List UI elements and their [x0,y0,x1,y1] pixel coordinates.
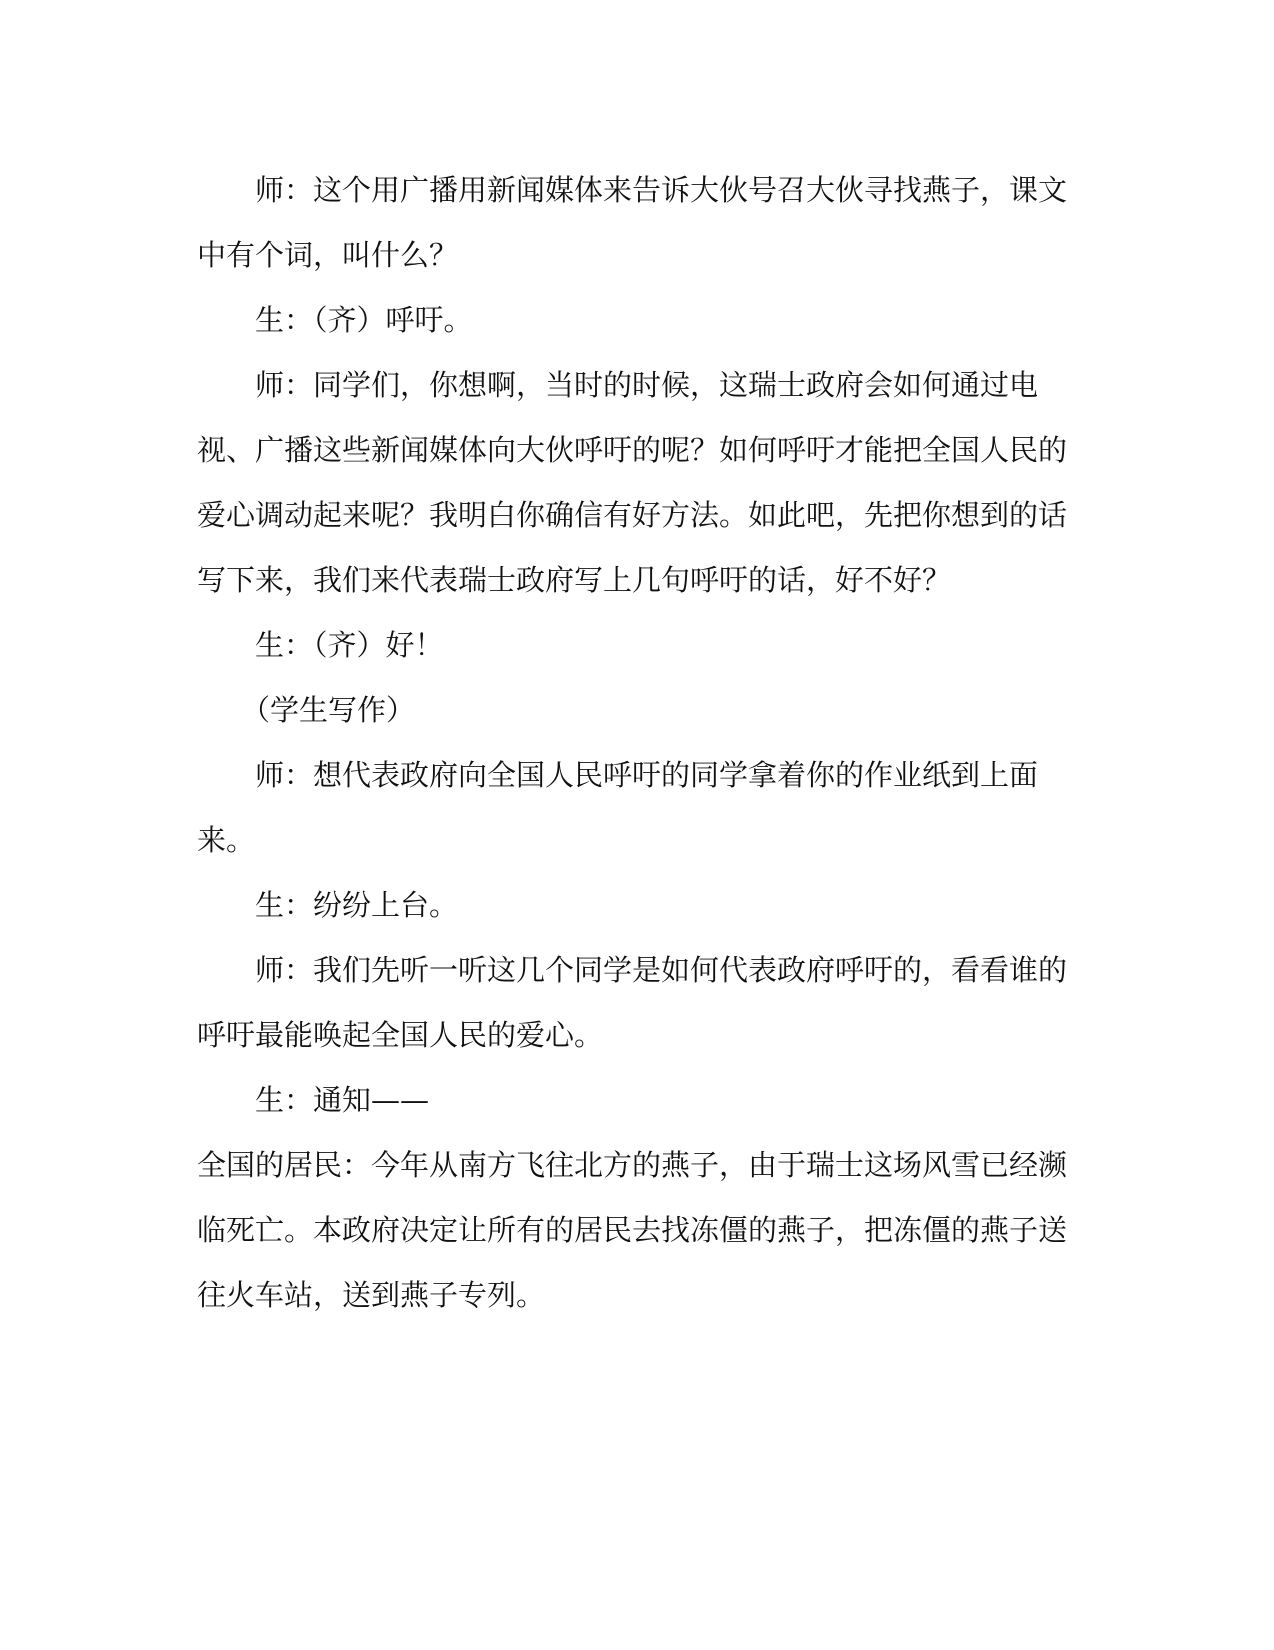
paragraph-teacher-listen: 师：我们先听一听这几个同学是如何代表政府呼吁的，看看谁的呼吁最能唤起全国人民的爱心。 [197,953,1068,1052]
paragraph-notice-body: 全国的居民：今年从南方飞往北方的燕子，由于瑞士这场风雪已经濒临死亡。本政府决定让所有的居民去找冻僵的燕子，把冻僵的燕子送往火车站，送到燕子专列。 [197,1148,1068,1312]
paragraph-teacher-invite: 师：想代表政府向全国人民呼吁的同学拿着你的作业纸到上面来。 [197,758,1039,857]
paragraph-teacher-question: 师：这个用广播用新闻媒体来告诉大伙号召大伙寻找燕子，课文中有个词，叫什么？ [197,173,1068,272]
paragraph-students-agree: 生：（齐）好！ [255,628,444,662]
document-body [197,158,1077,1328]
paragraph-students-come-up: 生：纷纷上台。 [255,888,459,922]
paragraph-student-notice: 生：通知—— [255,1083,430,1117]
paragraph-teacher-prompt: 师：同学们，你想啊，当时的时候，这瑞士政府会如何通过电视、广播这些新闻媒体向大伙呼吁的呢？如何呼吁才能把全国人民的爱心调动起来呢？我明白你确信有好方法。如此吧，先把你想到的话写下来，我们来代表瑞士政府写上几句呼吁的话，好不好？ [197,368,1068,597]
paragraph-student-writing: （学生写作） [241,693,416,727]
paragraph-students-answer: 生：（齐）呼吁。 [255,303,473,337]
